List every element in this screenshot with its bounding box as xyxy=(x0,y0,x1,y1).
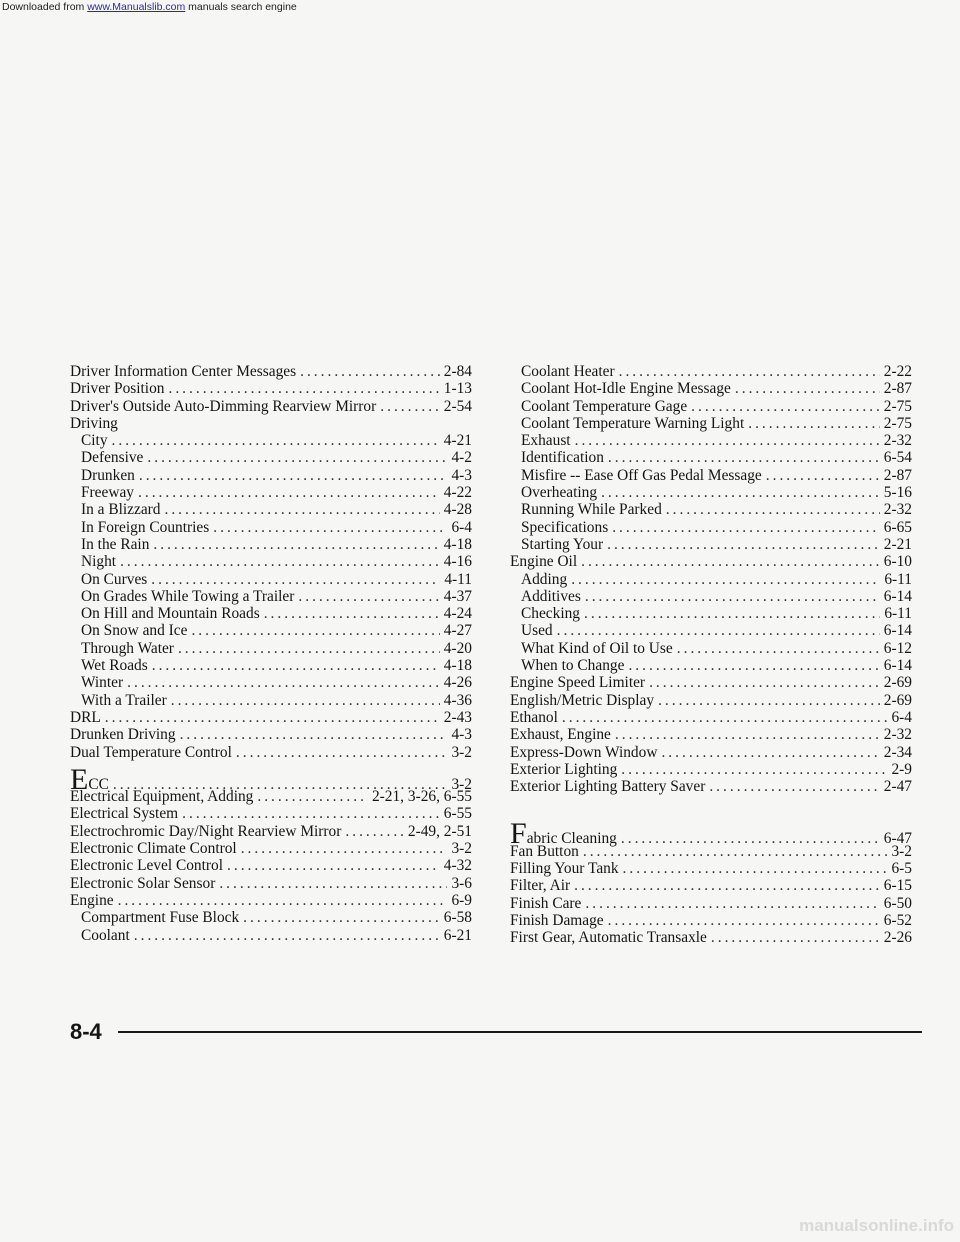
index-entry xyxy=(70,484,472,501)
dot-leader xyxy=(711,929,880,946)
index-entry xyxy=(510,761,912,778)
index-entry xyxy=(510,929,912,946)
dot-leader xyxy=(236,744,448,761)
index-entry-page: 4-22 xyxy=(443,484,472,502)
index-entry xyxy=(510,449,912,466)
index-entry xyxy=(70,363,472,380)
dot-leader xyxy=(152,657,440,674)
index-entry-label: Exhaust, Engine xyxy=(510,726,611,744)
dot-leader xyxy=(735,380,880,397)
dot-leader xyxy=(153,536,439,553)
index-entry-page: 6-12 xyxy=(883,639,912,657)
index-entry xyxy=(70,449,472,466)
index-entry-label: Express-Down Window xyxy=(510,743,658,761)
index-entry xyxy=(510,877,912,894)
index-entry xyxy=(510,363,912,380)
index-entry-label: Filling Your Tank xyxy=(510,860,619,878)
index-entry-label: Coolant Temperature Warning Light xyxy=(521,414,745,432)
index-entry-page: 4-16 xyxy=(443,553,472,571)
index-entry-label: Electronic Level Control xyxy=(70,857,223,875)
index-entry xyxy=(70,501,472,518)
index-entry-label: Filter, Air xyxy=(510,877,571,895)
index-entry-page: 2-87 xyxy=(883,466,912,484)
banner-prefix: Downloaded from xyxy=(2,1,88,13)
index-entry xyxy=(70,762,472,796)
index-entry-page: 1-13 xyxy=(443,380,472,398)
index-entry-page: 2-32 xyxy=(883,501,912,519)
index-entry-page: 4-3 xyxy=(451,726,472,744)
index-entry-page: 4-37 xyxy=(443,587,472,605)
index-entry-label: Wet Roads xyxy=(81,657,148,675)
index-entry-label: Drunken Driving xyxy=(70,726,176,744)
index-entry-page: 6-14 xyxy=(883,587,912,605)
index-entry-page: 6-9 xyxy=(451,891,472,909)
dot-leader xyxy=(138,484,440,501)
dot-leader xyxy=(264,605,440,622)
dot-leader xyxy=(607,536,880,553)
index-entry-page: 4-28 xyxy=(443,501,472,519)
dot-leader xyxy=(171,692,440,709)
index-entry xyxy=(70,726,472,743)
index-entry-label: Defensive xyxy=(81,449,144,467)
watermark-brand: manualsonline.info xyxy=(799,1216,954,1235)
dot-leader xyxy=(615,726,880,743)
index-entry xyxy=(510,895,912,912)
index-entry-label: Fan Button xyxy=(510,842,579,860)
index-entry-label: Finish Damage xyxy=(510,911,604,929)
dot-leader xyxy=(585,588,880,605)
index-entry xyxy=(70,840,472,857)
index-entry-page: 2-32 xyxy=(883,726,912,744)
index-entry-label: Night xyxy=(81,553,117,571)
index-entry-page: 6-4 xyxy=(451,518,472,536)
index-entry-page: 4-20 xyxy=(443,639,472,657)
dot-leader xyxy=(557,622,880,639)
index-entry-label: Misfire -- Ease Off Gas Pedal Message xyxy=(521,466,762,484)
index-entry-page: 6-58 xyxy=(443,909,472,927)
index-entry-page: 4-26 xyxy=(443,674,472,692)
dot-leader xyxy=(300,363,440,380)
dot-leader xyxy=(628,657,879,674)
index-entry-page: 4-27 xyxy=(443,622,472,640)
dot-leader xyxy=(345,823,403,840)
index-entry-label: Compartment Fuse Block xyxy=(81,909,240,927)
footer-rule xyxy=(118,1031,922,1033)
index-entry-page: 2-49, 2-51 xyxy=(407,822,472,840)
dot-leader xyxy=(164,501,439,518)
manualslib-link[interactable]: www.Manualslib.com xyxy=(87,1,186,13)
index-entry xyxy=(70,588,472,605)
index-entry-page: 6-21 xyxy=(443,926,472,944)
section-initial: E xyxy=(70,762,89,796)
index-entry xyxy=(510,912,912,929)
dot-leader xyxy=(623,860,888,877)
index-entry-label: Coolant Hot-Idle Engine Message xyxy=(521,380,731,398)
index-entry xyxy=(510,553,912,570)
index-entry xyxy=(510,860,912,877)
index-entry xyxy=(510,726,912,743)
index-entry-page: 6-14 xyxy=(883,622,912,640)
section-initial: F xyxy=(510,817,527,851)
index-entry-page: 2-9 xyxy=(891,760,912,778)
index-entry-label: Running While Parked xyxy=(521,501,662,519)
dot-leader xyxy=(134,927,440,944)
index-entry xyxy=(510,519,912,536)
index-entry xyxy=(510,605,912,622)
index-entry-label: Driver Information Center Messages xyxy=(70,363,297,380)
dot-leader xyxy=(649,674,880,691)
dot-leader xyxy=(612,519,880,536)
index-entry xyxy=(70,692,472,709)
index-entry-label: Engine xyxy=(70,891,114,909)
index-entry-label: Additives xyxy=(521,587,581,605)
dot-leader xyxy=(241,840,448,857)
dot-leader xyxy=(581,553,880,570)
index-entry xyxy=(70,857,472,874)
index-entry xyxy=(510,622,912,639)
index-entry-label: Electrical System xyxy=(70,805,179,823)
index-entry xyxy=(510,692,912,709)
index-entry xyxy=(70,380,472,397)
index-entry-page: 6-54 xyxy=(883,449,912,467)
dot-leader xyxy=(380,398,440,415)
index-entry xyxy=(70,657,472,674)
index-entry-label: On Snow and Ice xyxy=(81,622,188,640)
dot-leader xyxy=(257,788,368,805)
index-entry-page: 2-21 xyxy=(883,535,912,553)
dot-leader xyxy=(661,744,879,761)
index-entry xyxy=(70,640,472,657)
index-entry-label: In Foreign Countries xyxy=(81,518,210,536)
index-entry xyxy=(70,709,472,726)
index-entry-page: 2-21, 3-26, 6-55 xyxy=(371,788,472,806)
dot-leader xyxy=(298,588,439,605)
index-entry xyxy=(510,709,912,726)
index-entry-label: Exterior Lighting xyxy=(510,760,618,778)
index-entry-page: 6-5 xyxy=(891,860,912,878)
index-entry xyxy=(70,909,472,926)
dot-leader xyxy=(127,674,440,691)
dot-leader xyxy=(608,912,880,929)
dot-leader xyxy=(677,640,880,657)
index-entry xyxy=(510,843,912,860)
index-entry-page: 4-36 xyxy=(443,691,472,709)
index-entry xyxy=(510,674,912,691)
dot-leader xyxy=(178,640,440,657)
index-entry-page: 2-54 xyxy=(443,397,472,415)
index-entry xyxy=(70,398,472,415)
dot-leader xyxy=(112,432,440,449)
dot-leader xyxy=(584,605,880,622)
index-entry-label: Coolant Heater xyxy=(521,363,615,380)
index-entry xyxy=(510,432,912,449)
index-entry-label: On Hill and Mountain Roads xyxy=(81,605,260,623)
index-entry-label: Through Water xyxy=(81,639,174,657)
dot-leader xyxy=(748,415,880,432)
index-entry-label: With a Trailer xyxy=(81,691,167,709)
index-entry-label: Driver Position xyxy=(70,380,165,398)
index-left-column xyxy=(70,363,472,944)
index-entry-page: 2-32 xyxy=(883,432,912,450)
index-entry-label-rest: CC xyxy=(88,775,109,793)
index-entry xyxy=(510,657,912,674)
index-entry xyxy=(70,674,472,691)
index-entry xyxy=(510,380,912,397)
index-entry xyxy=(510,536,912,553)
dot-leader xyxy=(182,805,440,822)
dot-leader xyxy=(139,467,448,484)
index-entry-page: 6-55 xyxy=(443,805,472,823)
index-entry-label: English/Metric Display xyxy=(510,691,655,709)
index-entry xyxy=(70,571,472,588)
index-entry-label: Electrochromic Day/Night Rearview Mirror xyxy=(70,822,342,840)
index-entry xyxy=(510,501,912,518)
index-entry-label: Used xyxy=(521,622,553,640)
index-entry-page: 4-32 xyxy=(443,857,472,875)
dot-leader xyxy=(243,909,440,926)
index-entry-label: On Grades While Towing a Trailer xyxy=(81,587,295,605)
index-entry-label: Freeway xyxy=(81,484,134,502)
dot-leader xyxy=(583,843,888,860)
index-entry-label: Adding xyxy=(521,570,568,588)
index-entry xyxy=(510,571,912,588)
index-entry-page: 4-11 xyxy=(444,570,472,588)
dot-leader xyxy=(621,761,887,778)
index-entry xyxy=(70,519,472,536)
index-entry-label: City xyxy=(81,432,108,450)
index-entry xyxy=(510,778,912,795)
index-entry xyxy=(510,744,912,761)
dot-leader xyxy=(575,432,880,449)
index-entry xyxy=(70,875,472,892)
index-entry-label: On Curves xyxy=(81,570,148,588)
index-entry-page: 2-26 xyxy=(883,929,912,947)
index-entry-page: 4-18 xyxy=(443,657,472,675)
index-entry xyxy=(70,536,472,553)
index-entry-label: Driver's Outside Auto-Dimming Rearview Mirror xyxy=(70,397,377,415)
index-entry-page: 5-16 xyxy=(883,484,912,502)
dot-leader xyxy=(658,692,880,709)
index-entry-label: Electronic Solar Sensor xyxy=(70,874,216,892)
index-entry xyxy=(70,892,472,909)
index-entry-label: Winter xyxy=(81,674,124,692)
index-entry xyxy=(510,588,912,605)
dot-leader xyxy=(180,726,448,743)
index-entry-page: 6-65 xyxy=(883,518,912,536)
index-entry-page: 2-22 xyxy=(883,363,912,380)
index-entry-page: 4-2 xyxy=(451,449,472,467)
dot-leader xyxy=(709,778,879,795)
dot-leader xyxy=(219,875,447,892)
index-entry-page: 2-84 xyxy=(443,363,472,380)
dot-leader xyxy=(574,877,880,894)
index-entry-label: Identification xyxy=(521,449,604,467)
dot-leader xyxy=(227,857,440,874)
index-entry-label: Checking xyxy=(521,605,580,623)
index-entry-page: 4-24 xyxy=(443,605,472,623)
index-entry-page: 4-3 xyxy=(451,466,472,484)
index-entry-label: Exhaust xyxy=(521,432,571,450)
index-entry-label: Driving xyxy=(70,414,118,432)
index-entry-page: 6-11 xyxy=(884,605,912,623)
index-entry-page: 2-69 xyxy=(883,674,912,692)
index-entry xyxy=(70,823,472,840)
dot-leader xyxy=(691,398,880,415)
index-entry-label: Finish Care xyxy=(510,894,582,912)
index-entry-label: Coolant Temperature Gage xyxy=(521,397,688,415)
index-entry-label-rest: abric Cleaning xyxy=(526,830,617,848)
dot-leader xyxy=(105,709,440,726)
index-entry xyxy=(70,927,472,944)
index-entry-label: In the Rain xyxy=(81,535,150,553)
index-entry-page: 2-43 xyxy=(443,708,472,726)
dot-leader xyxy=(147,449,447,466)
index-entry-label: First Gear, Automatic Transaxle xyxy=(510,929,707,947)
dot-leader xyxy=(213,519,447,536)
index-entry-page: 2-75 xyxy=(883,414,912,432)
index-entry xyxy=(70,805,472,822)
index-entry-page: 2-47 xyxy=(883,778,912,796)
dot-leader xyxy=(585,895,879,912)
index-entry xyxy=(510,640,912,657)
index-entry xyxy=(510,398,912,415)
dot-leader xyxy=(619,363,880,380)
index-entry-label: Drunken xyxy=(81,466,135,484)
index-entry-label: What Kind of Oil to Use xyxy=(521,639,673,657)
index-entry-label: Specifications xyxy=(521,518,609,536)
index-entry-label: When to Change xyxy=(521,657,625,675)
index-entry-label: Electrical Equipment, Adding xyxy=(70,788,254,806)
index-entry-label: Engine Speed Limiter xyxy=(510,674,646,692)
index-entry xyxy=(70,467,472,484)
index-entry xyxy=(510,484,912,501)
index-entry-label: Engine Oil xyxy=(510,553,578,571)
index-entry-page: 3-6 xyxy=(451,874,472,892)
dot-leader xyxy=(120,553,440,570)
index-entry xyxy=(70,553,472,570)
index-entry-label: Ethanol xyxy=(510,708,558,726)
download-banner xyxy=(0,0,960,14)
index-entry-page: 3-2 xyxy=(891,842,912,860)
index-entry-page: 4-21 xyxy=(443,432,472,450)
index-entry xyxy=(70,605,472,622)
index-entry-page: 6-52 xyxy=(883,911,912,929)
index-entry-page: 6-14 xyxy=(883,657,912,675)
dot-leader xyxy=(151,571,440,588)
dot-leader xyxy=(562,709,888,726)
index-entry-label: Starting Your xyxy=(521,535,604,553)
index-entry-page: 2-87 xyxy=(883,380,912,398)
index-entry xyxy=(70,432,472,449)
index-entry-label: DRL xyxy=(70,708,101,726)
index-entry-page: 2-34 xyxy=(883,743,912,761)
dot-leader xyxy=(608,449,880,466)
index-entry-page: 6-50 xyxy=(883,894,912,912)
dot-leader xyxy=(168,380,439,397)
dot-leader xyxy=(118,892,448,909)
index-right-column xyxy=(510,363,912,947)
index-entry-page: 2-69 xyxy=(883,691,912,709)
index-entry xyxy=(70,788,472,805)
dot-leader xyxy=(601,484,880,501)
index-entry-page: 6-47 xyxy=(883,830,912,848)
index-entry-page: 6-15 xyxy=(883,877,912,895)
index-entry-page: 6-4 xyxy=(891,708,912,726)
index-entry xyxy=(70,744,472,761)
index-entry-page: 6-10 xyxy=(883,553,912,571)
dot-leader xyxy=(571,571,880,588)
index-entry-label: Overheating xyxy=(521,484,598,502)
banner-suffix: manuals search engine xyxy=(185,1,297,13)
index-entry-page: 3-2 xyxy=(451,775,472,793)
index-entry xyxy=(510,415,912,432)
index-entry xyxy=(70,622,472,639)
index-entry-page: 2-75 xyxy=(883,397,912,415)
index-entry-page: 3-2 xyxy=(451,840,472,858)
index-entry-label: In a Blizzard xyxy=(81,501,161,519)
index-entry xyxy=(510,467,912,484)
dot-leader xyxy=(766,467,880,484)
index-entry-label: Electronic Climate Control xyxy=(70,840,237,858)
index-entry-page: 3-2 xyxy=(451,743,472,761)
index-entry-page: 4-18 xyxy=(443,535,472,553)
index-entry xyxy=(70,415,472,432)
index-entry-label: Dual Temperature Control xyxy=(70,743,232,761)
dot-leader xyxy=(666,501,880,518)
index-entry-page: 6-11 xyxy=(884,570,912,588)
index-entry-label: Coolant xyxy=(81,926,130,944)
index-entry-label: Exterior Lighting Battery Saver xyxy=(510,778,706,796)
page-number: 8-4 xyxy=(70,1019,102,1044)
dot-leader xyxy=(191,622,439,639)
